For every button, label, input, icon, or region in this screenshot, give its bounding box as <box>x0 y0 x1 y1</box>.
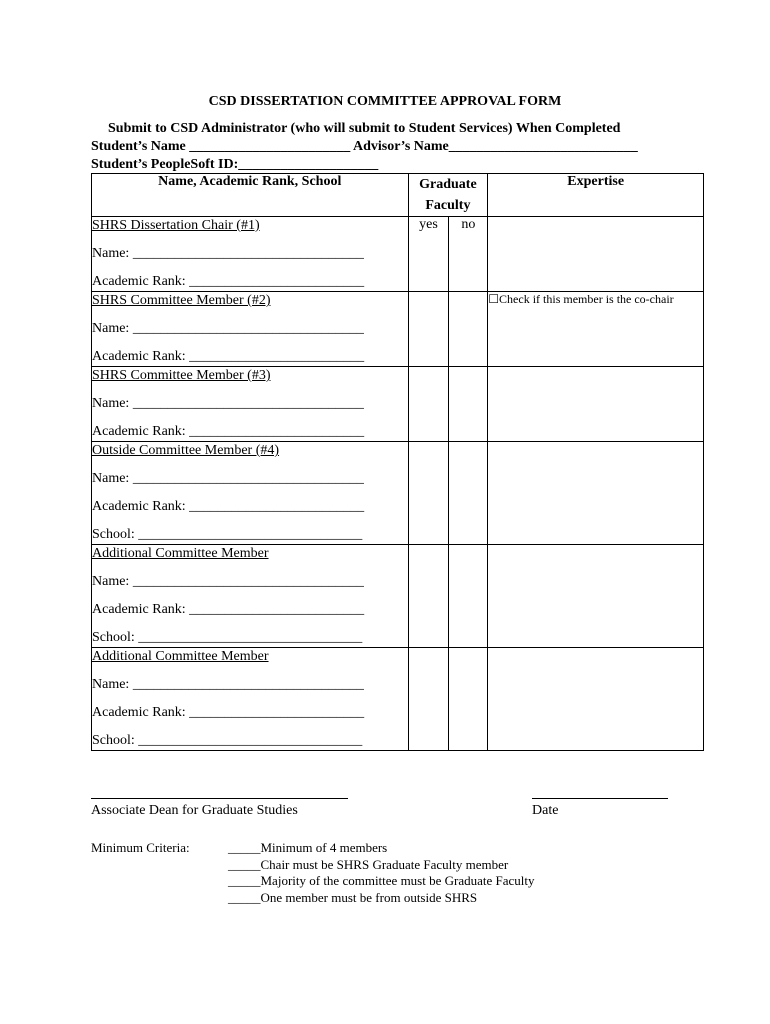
no-cell[interactable] <box>449 367 488 442</box>
date-label: Date <box>532 803 559 818</box>
yes-cell[interactable] <box>408 648 449 751</box>
expertise-cell[interactable] <box>488 545 704 648</box>
table-row <box>92 292 704 367</box>
no-cell[interactable] <box>449 648 488 751</box>
role-label: Additional Committee Member <box>92 649 269 664</box>
peoplesoft-id-line[interactable]: Student’s PeopleSoft ID:____________________ <box>91 157 379 172</box>
cochair-checkbox[interactable]: ☐Check if this member is the co-chair <box>488 292 704 367</box>
member-cell <box>92 545 409 648</box>
member-cell <box>92 367 409 442</box>
yes-cell[interactable] <box>408 367 449 442</box>
header-graduate: Graduate <box>419 177 477 192</box>
table-header-row <box>92 174 704 217</box>
form-title: CSD DISSERTATION COMMITTEE APPROVAL FORM <box>208 94 562 109</box>
criteria-list <box>228 840 535 906</box>
academic-rank-field[interactable]: Academic Rank: _________________________ <box>92 424 365 439</box>
dean-signature-label: Associate Dean for Graduate Studies <box>91 803 298 818</box>
yes-cell[interactable] <box>408 545 449 648</box>
member-cell <box>92 217 409 292</box>
yes-cell[interactable] <box>408 442 449 545</box>
criteria-item[interactable]: _____Chair must be SHRS Graduate Faculty member <box>228 856 509 872</box>
name-field[interactable]: Name: _________________________________ <box>92 321 364 336</box>
role-label: Additional Committee Member <box>92 546 269 561</box>
name-field[interactable]: Name: _________________________________ <box>92 246 364 261</box>
academic-rank-field[interactable]: Academic Rank: _________________________ <box>92 705 365 720</box>
expertise-cell[interactable] <box>488 442 704 545</box>
school-field[interactable]: School: ________________________________ <box>92 630 363 645</box>
submit-instruction: Submit to CSD Administrator (who will submit to Student Services) When Completed <box>108 121 621 136</box>
header-expertise: Expertise <box>488 174 704 217</box>
role-label: Outside Committee Member (#4) <box>92 443 280 458</box>
school-field[interactable]: School: ________________________________ <box>92 733 363 748</box>
criteria-item[interactable]: _____Minimum of 4 members <box>228 840 388 855</box>
no-cell[interactable]: no <box>449 217 488 292</box>
header-graduate-faculty <box>408 174 488 217</box>
header-name-rank-school: Name, Academic Rank, School <box>92 174 409 217</box>
yes-cell[interactable] <box>408 292 449 367</box>
member-cell <box>92 292 409 367</box>
role-label: SHRS Dissertation Chair (#1) <box>92 218 260 233</box>
table-row <box>92 217 704 292</box>
committee-table <box>91 173 704 751</box>
role-label: SHRS Committee Member (#2) <box>92 293 271 308</box>
name-field[interactable]: Name: _________________________________ <box>92 471 364 486</box>
name-field[interactable]: Name: _________________________________ <box>92 677 364 692</box>
academic-rank-field[interactable]: Academic Rank: _________________________ <box>92 274 365 289</box>
header-faculty: Faculty <box>425 198 471 213</box>
role-label: SHRS Committee Member (#3) <box>92 368 271 383</box>
dean-signature-line[interactable] <box>91 798 348 799</box>
criteria-item[interactable]: _____One member must be from outside SHRS <box>228 889 478 905</box>
student-advisor-name-line[interactable]: Student’s Name _______________________ Advisor’s Name___________________________ <box>91 139 638 154</box>
expertise-cell[interactable] <box>488 367 704 442</box>
table-row <box>92 545 704 648</box>
expertise-cell[interactable] <box>488 217 704 292</box>
table-row <box>92 442 704 545</box>
academic-rank-field[interactable]: Academic Rank: _________________________ <box>92 602 365 617</box>
yes-cell[interactable]: yes <box>408 217 449 292</box>
no-cell[interactable] <box>449 545 488 648</box>
school-field[interactable]: School: ________________________________ <box>92 527 363 542</box>
name-field[interactable]: Name: _________________________________ <box>92 574 364 589</box>
no-cell[interactable] <box>449 292 488 367</box>
academic-rank-field[interactable]: Academic Rank: _________________________ <box>92 349 365 364</box>
member-cell <box>92 442 409 545</box>
minimum-criteria-label: Minimum Criteria: <box>91 840 190 855</box>
name-field[interactable]: Name: _________________________________ <box>92 396 364 411</box>
academic-rank-field[interactable]: Academic Rank: _________________________ <box>92 499 365 514</box>
date-signature-line[interactable] <box>532 798 668 799</box>
expertise-cell[interactable] <box>488 648 704 751</box>
member-cell <box>92 648 409 751</box>
no-cell[interactable] <box>449 442 488 545</box>
criteria-item[interactable]: _____Majority of the committee must be Graduate Faculty <box>228 873 535 888</box>
table-row <box>92 648 704 751</box>
table-row <box>92 367 704 442</box>
